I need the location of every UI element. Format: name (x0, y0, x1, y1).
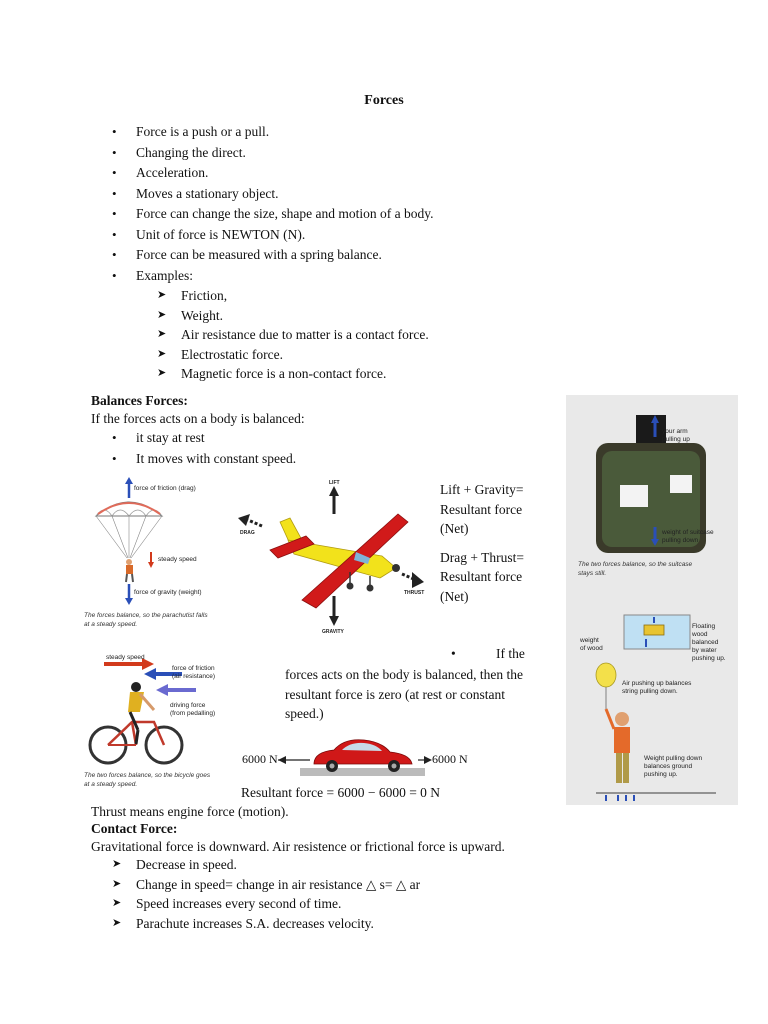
list-item: • Examples: (112, 266, 434, 287)
weight-of-wood-label: weight (580, 637, 599, 644)
floating-wood-label: wood (692, 631, 708, 638)
equation-line: Resultant force (440, 569, 523, 584)
list-item: ➤ Electrostatic force. (157, 345, 429, 365)
list-item: ➤ Friction, (157, 286, 429, 306)
bicycle-driving-label: driving force (170, 702, 206, 709)
bicycle-caption: The two forces balance, so the bicycle goes (84, 772, 211, 779)
balanced-intro: If the forces acts on a body is balanced: (91, 411, 305, 426)
suitcase-arm-label: your arm (662, 428, 688, 435)
ground-label: balances ground (644, 763, 693, 770)
gravitational-line: Gravitational force is downward. Air resistence or frictional force is upward. (91, 839, 505, 854)
balanced-para-lead: If the (496, 646, 525, 661)
equation-line: (Net) (440, 521, 469, 536)
examples-list (157, 286, 429, 384)
bicycle-friction-label: (air resistance) (172, 673, 215, 680)
parachute-caption: The forces balance, so the parachutist falls (84, 612, 208, 619)
list-item: ➤ Weight. (157, 306, 429, 326)
resultant-equation: Resultant force = 6000 − 6000 = 0 N (241, 785, 441, 800)
balanced-heading: Balances Forces: (91, 393, 188, 408)
balanced-forces-panel (566, 395, 738, 805)
contact-force-heading: Contact Force: (91, 821, 178, 836)
equation-line: Lift + Gravity= (440, 482, 524, 497)
bicycle-illustration (84, 650, 234, 795)
bicycle-driving-label: (from pedalling) (170, 710, 216, 717)
car-right-force: 6000 N (432, 752, 468, 766)
parachute-drawing (84, 476, 224, 631)
list-item: • it stay at rest (112, 428, 296, 449)
car-illustration (240, 730, 470, 780)
paragraph-line: resultant force is zero (at rest or constant (285, 686, 506, 702)
parachute-drag-label: force of friction (drag) (134, 485, 196, 492)
list-item: ➤ Decrease in speed. (112, 855, 420, 875)
bicycle-speed-label: steady speed (106, 654, 145, 661)
list-item: • Acceleration. (112, 163, 434, 184)
thrust-label: THRUST (404, 590, 425, 596)
parachute-gravity-label: force of gravity (weight) (134, 589, 202, 596)
bicycle-caption: at a steady speed. (84, 781, 138, 788)
gravity-label: GRAVITY (322, 629, 344, 635)
list-item: ➤ Air resistance due to matter is a contact force. (157, 325, 429, 345)
main-bullet-list (112, 122, 434, 286)
list-item: • Moves a stationary object. (112, 184, 434, 205)
equation-line: (Net) (440, 588, 469, 604)
list-item: • Force can change the size, shape and motion of a body. (112, 204, 434, 225)
parachute-illustration (84, 476, 224, 631)
suitcase-caption: stays still. (578, 570, 607, 577)
car-left-force: 6000 N (242, 752, 278, 766)
thrust-line: Thrust means engine force (motion). (91, 804, 289, 819)
list-item: • It moves with constant speed. (112, 449, 296, 470)
paragraph-line: forces acts on the body is balanced, then the (285, 667, 524, 682)
list-item: ➤ Speed increases every second of time. (112, 894, 420, 914)
floating-wood-label: pushing up. (692, 655, 726, 662)
panel-drawing (566, 395, 738, 805)
contact-force-list (112, 855, 420, 933)
parachute-speed-label: steady speed (158, 556, 197, 563)
equation-line: Resultant force (440, 501, 523, 517)
list-item: • Unit of force is NEWTON (N). (112, 225, 434, 246)
list-item: • Force can be measured with a spring balance. (112, 245, 434, 266)
page-title: Forces (364, 93, 404, 108)
suitcase-caption: The two forces balance, so the suitcase (578, 561, 693, 568)
parachute-caption: at a steady speed. (84, 621, 138, 628)
aeroplane-illustration (230, 478, 435, 638)
air-pushing-label: Air pushing up balances (622, 680, 692, 687)
suitcase-arm-label: pulling up (662, 436, 690, 443)
floating-wood-label: balanced (692, 639, 719, 646)
suitcase-weight-label: pulling down (662, 537, 699, 544)
balanced-paragraph (285, 665, 523, 724)
weight-of-wood-label: of wood (580, 645, 603, 652)
paragraph-line: speed.) (285, 706, 324, 721)
list-item: ➤ Parachute increases S.A. decreases velocity. (112, 914, 420, 934)
floating-wood-label: by water (692, 647, 717, 654)
plane-equations (440, 480, 524, 606)
list-item: • Changing the direct. (112, 143, 434, 164)
suitcase-weight-label: weight of suitcase (662, 529, 714, 536)
aeroplane-drawing (230, 478, 435, 638)
balanced-list (112, 428, 296, 469)
lift-label: LIFT (329, 480, 340, 486)
list-item: ➤ Magnetic force is a non-contact force. (157, 364, 429, 384)
balanced-para-bullet: • (451, 646, 456, 661)
list-item: ➤ Change in speed= change in air resistance △ s= △ ar (112, 875, 420, 895)
bicycle-friction-label: force of friction (172, 665, 215, 672)
floating-wood-label: Floating (692, 623, 716, 630)
ground-label: pushing up. (644, 771, 678, 778)
list-item: • Force is a push or a pull. (112, 122, 434, 143)
equation-line: Drag + Thrust= (440, 549, 524, 565)
ground-label: Weight pulling down (644, 755, 703, 762)
air-pushing-label: string pulling down. (622, 688, 678, 695)
drag-label: DRAG (240, 530, 255, 536)
